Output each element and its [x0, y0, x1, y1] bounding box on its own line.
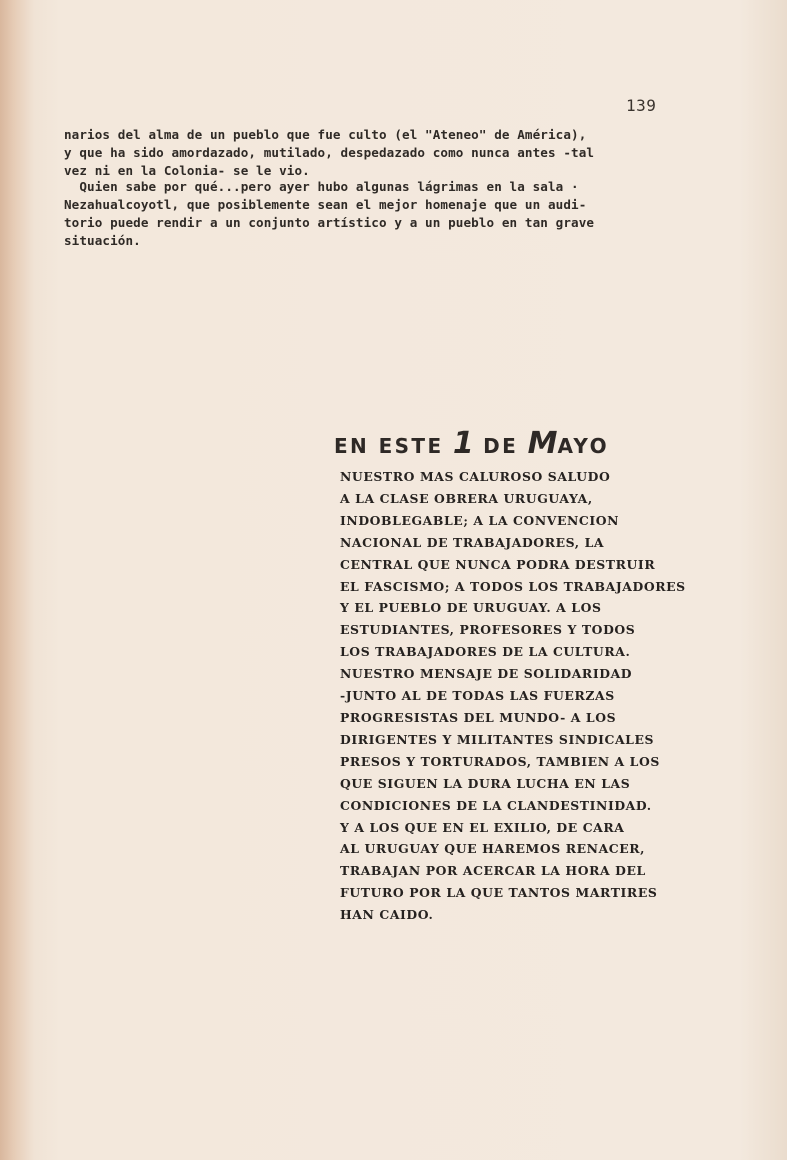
intro-paragraph-2 [64, 178, 704, 250]
message-line: PRESOS Y TORTURADOS, TAMBIEN A LOS [340, 753, 660, 769]
message-line: DIRIGENTES Y MILITANTES SINDICALES [340, 731, 655, 747]
message-line: NUESTRO MAS CALUROSO SALUDO [340, 469, 611, 484]
page-number: 139 [626, 96, 657, 115]
message-line: -JUNTO AL DE TODAS LAS FUERZAS [340, 688, 615, 704]
text-line: situación. [64, 233, 141, 248]
message-line: ESTUDIANTES, PROFESORES Y TODOS [340, 622, 636, 638]
message-line: CENTRAL QUE NUNCA PODRA DESTRUIR [340, 556, 656, 572]
message-line: LOS TRABAJADORES DE LA CULTURA. [340, 644, 631, 660]
message-line: Y EL PUEBLO DE URUGUAY. A LOS [340, 600, 602, 616]
text-line: Nezahualcoyotl, que posiblemente sean el mejor homenaje que un audi- [64, 197, 587, 212]
message-line: A LA CLASE OBRERA URUGUAYA, [340, 490, 593, 506]
message-line: INDOBLEGABLE; A LA CONVENCION [340, 512, 620, 528]
solidarity-message [340, 466, 686, 926]
headline-day: 1 [452, 426, 474, 461]
message-line: PROGRESISTAS DEL MUNDO- A LOS [340, 709, 617, 725]
text-line: vez ni en la Colonia- se le vio. [64, 163, 310, 178]
headline-prefix: EN ESTE [334, 434, 453, 458]
text-line: narios del alma de un pueblo que fue culto (el "Ateneo" de América), [64, 127, 587, 142]
message-line: TRABAJAN POR ACERCAR LA HORA DEL [340, 863, 646, 879]
intro-paragraph-1 [64, 126, 704, 180]
message-line: NUESTRO MENSAJE DE SOLIDARIDAD [340, 666, 633, 682]
text-line: Quien sabe por qué...pero ayer hubo algunas lágrimas en la sala · [64, 179, 579, 194]
message-line: HAN CAIDO. [340, 907, 434, 923]
text-line: torio puede rendir a un conjunto artístico y a un pueblo en tan grave [64, 215, 595, 230]
message-line: AL URUGUAY QUE HAREMOS RENACER, [340, 841, 646, 857]
message-line: FUTURO POR LA QUE TANTOS MARTIRES [340, 885, 658, 901]
message-line: NACIONAL DE TRABAJADORES, LA [340, 534, 605, 550]
message-line: QUE SIGUEN LA DURA LUCHA EN LAS [340, 775, 631, 791]
message-line: EL FASCISMO; A TODOS LOS TRABAJADORES [340, 578, 686, 594]
headline-middle: DE [473, 434, 528, 458]
text-line: y que ha sido amordazado, mutilado, despedazado como nunca antes -tal [64, 145, 595, 160]
headline-month-initial: M [527, 426, 558, 461]
headline-month-rest: AYO [557, 434, 609, 458]
message-line: Y A LOS QUE EN EL EXILIO, DE CARA [340, 819, 625, 835]
headline [334, 426, 609, 461]
message-line: CONDICIONES DE LA CLANDESTINIDAD. [340, 797, 652, 813]
